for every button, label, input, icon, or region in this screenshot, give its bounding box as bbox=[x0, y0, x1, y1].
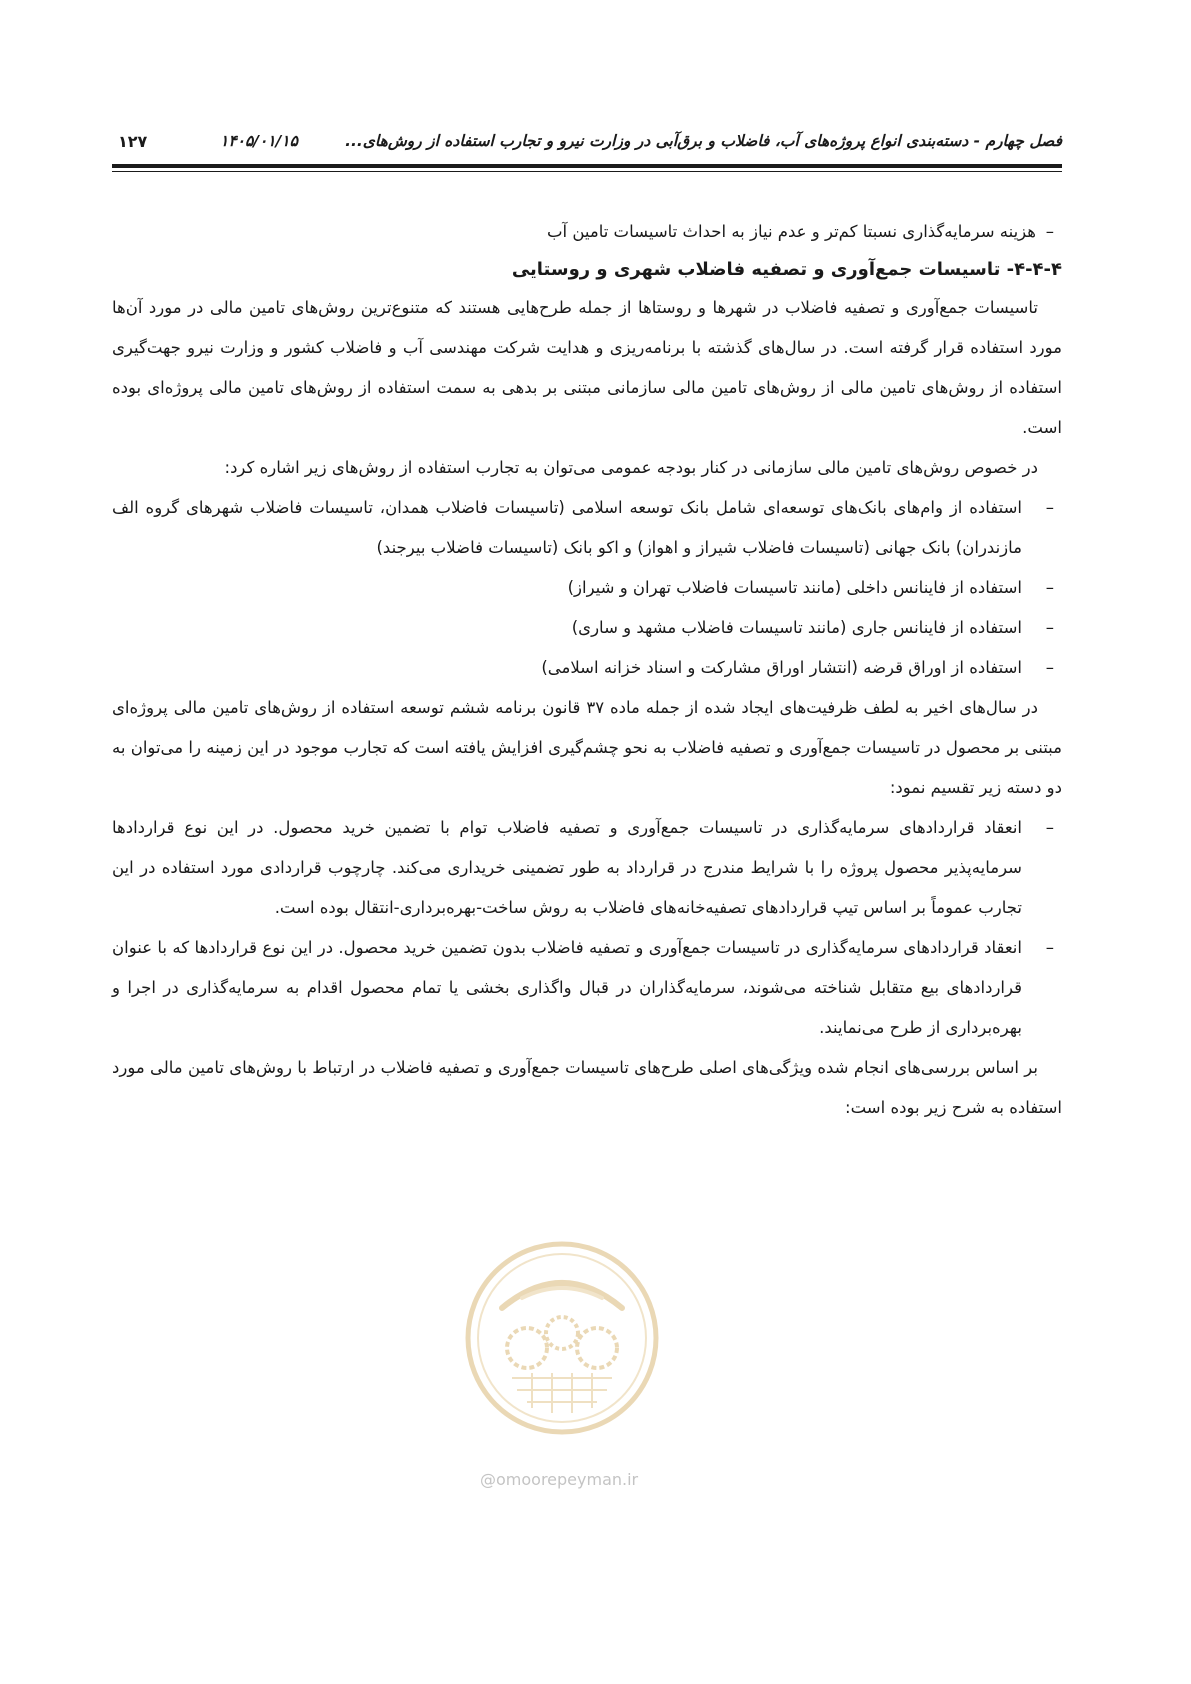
list-item-text: استفاده از فاینانس داخلی (مانند تاسیسات فاضلاب تهران و شیراز) bbox=[567, 578, 1022, 597]
watermark-seal-icon bbox=[462, 1238, 662, 1438]
header-date: ۱۴۰۵/۰۱/۱۵ bbox=[220, 132, 298, 150]
list-item-text: انعقاد قراردادهای سرمایه‌گذاری در تاسیسات جمع‌آوری و تصفیه فاضلاب بدون تضمین خرید محصول. در این نوع قراردادها که با عنوان قراردادهای بیع متقابل شناخته می‌شوند، سرمایه‌گذاران در قبال واگذاری بخشی یا تمام محصول اقدام به سرمایه‌گذاری در اجرا و بهره‌برداری از طرح می‌نمایند. bbox=[112, 938, 1022, 1037]
watermark-url: @omoorepeyman.ir bbox=[480, 1470, 639, 1489]
bullet-dash: – bbox=[1045, 938, 1054, 957]
paragraph-1: تاسیسات جمع‌آوری و تصفیه فاضلاب در شهرها و روستاها از جمله طرح‌هایی هستند که متنوع‌ترین روش‌های تامین مالی در مورد آن‌ها مورد استفاده قرار گرفته است. در سال‌های گذشته با برنامه‌ریزی و هدایت شرکت مهندسی آب و فاضلاب کشور و وزارت نیرو جهت‌گیری استفاده از روش‌های تامین مالی از روش‌های تامین مالی سازمانی مبتنی بر بدهی به سمت استفاده از روش‌های تامین مالی پروژه‌ای بوده است. bbox=[112, 298, 1062, 437]
list-item bbox=[112, 568, 1062, 608]
bullet-dash: – bbox=[1045, 222, 1054, 241]
paragraph-3: در سال‌های اخیر به لطف ظرفیت‌های ایجاد شده از جمله ماده ۳۷ قانون برنامه ششم توسعه استفاده از روش‌های تامین مالی پروژه‌ای مبتنی بر محصول در تاسیسات جمع‌آوری و تصفیه فاضلاب به نحو چشم‌گیری افزایش یافته است که تجارب موجود در این زمینه را می‌توان به دو دسته زیر تقسیم نمود: bbox=[112, 698, 1062, 797]
list-item-text: استفاده از وام‌های بانک‌های توسعه‌ای شامل بانک توسعه اسلامی (تاسیسات فاضلاب همدان، تاسیسات فاضلاب شهرهای گروه الف مازندران) بانک جهانی (تاسیسات فاضلاب شیراز و اهواز) و اکو بانک (تاسیسات فاضلاب بیرجند) bbox=[112, 498, 1022, 557]
page-content bbox=[112, 212, 1062, 1128]
paragraph-4: بر اساس بررسی‌های انجام شده ویژگی‌های اصلی طرح‌های تاسیسات جمع‌آوری و تصفیه فاضلاب در ارتباط با روش‌های تامین مالی مورد استفاده به شرح زیر بوده است: bbox=[112, 1058, 1062, 1117]
list-item bbox=[112, 808, 1062, 928]
running-header bbox=[112, 130, 1062, 160]
list-item bbox=[112, 488, 1062, 568]
bullet-dash: – bbox=[1045, 498, 1054, 517]
list-item bbox=[112, 608, 1062, 648]
contract-types-list bbox=[112, 808, 1062, 1048]
bullet-dash: – bbox=[1045, 658, 1054, 677]
paragraph-2: در خصوص روش‌های تامین مالی سازمانی در کنار بودجه عمومی می‌توان به تجارب استفاده از روش‌های زیر اشاره کرد: bbox=[224, 458, 1038, 477]
bullet-dash: – bbox=[1045, 578, 1054, 597]
list-item-text: استفاده از اوراق قرضه (انتشار اوراق مشارکت و اسناد خزانه اسلامی) bbox=[541, 658, 1022, 677]
header-rule bbox=[112, 164, 1062, 168]
intro-bullet-item bbox=[112, 212, 1062, 252]
page-number: ۱۲۷ bbox=[118, 132, 148, 151]
list-item bbox=[112, 928, 1062, 1048]
intro-bullet-text: هزینه سرمایه‌گذاری نسبتا کم‌تر و عدم نیاز به احداث تاسیسات تامین آب bbox=[546, 222, 1036, 241]
list-item-text: انعقاد قراردادهای سرمایه‌گذاری در تاسیسات جمع‌آوری و تصفیه فاضلاب توام با تضمین خرید محصول. در این نوع قراردادها سرمایه‌پذیر محصول پروژه را با شرایط مندرج در قرارداد به طور تضمینی خریداری می‌کند. چارچوب قراردادی مورد استفاده در این تجارب عموماً بر اساس تیپ قراردادهای تصفیه‌خانه‌های فاضلاب به روش ساخت-بهره‌برداری-انتقال بوده است. bbox=[112, 818, 1022, 917]
list-item bbox=[112, 648, 1062, 688]
section-heading: ۴-۴-۴- تاسیسات جمع‌آوری و تصفیه فاضلاب شهری و روستایی bbox=[511, 259, 1062, 280]
header-rule-thin bbox=[112, 171, 1062, 172]
funding-methods-list bbox=[112, 488, 1062, 688]
header-title: فصل چهارم - دسته‌بندی انواع پروژه‌های آب، فاضلاب و برق‌آبی در وزارت نیرو و تجارب استفاده از روش‌های... bbox=[345, 132, 1062, 150]
bullet-dash: – bbox=[1045, 618, 1054, 637]
bullet-dash: – bbox=[1045, 818, 1054, 837]
list-item-text: استفاده از فاینانس جاری (مانند تاسیسات فاضلاب مشهد و ساری) bbox=[571, 618, 1022, 637]
